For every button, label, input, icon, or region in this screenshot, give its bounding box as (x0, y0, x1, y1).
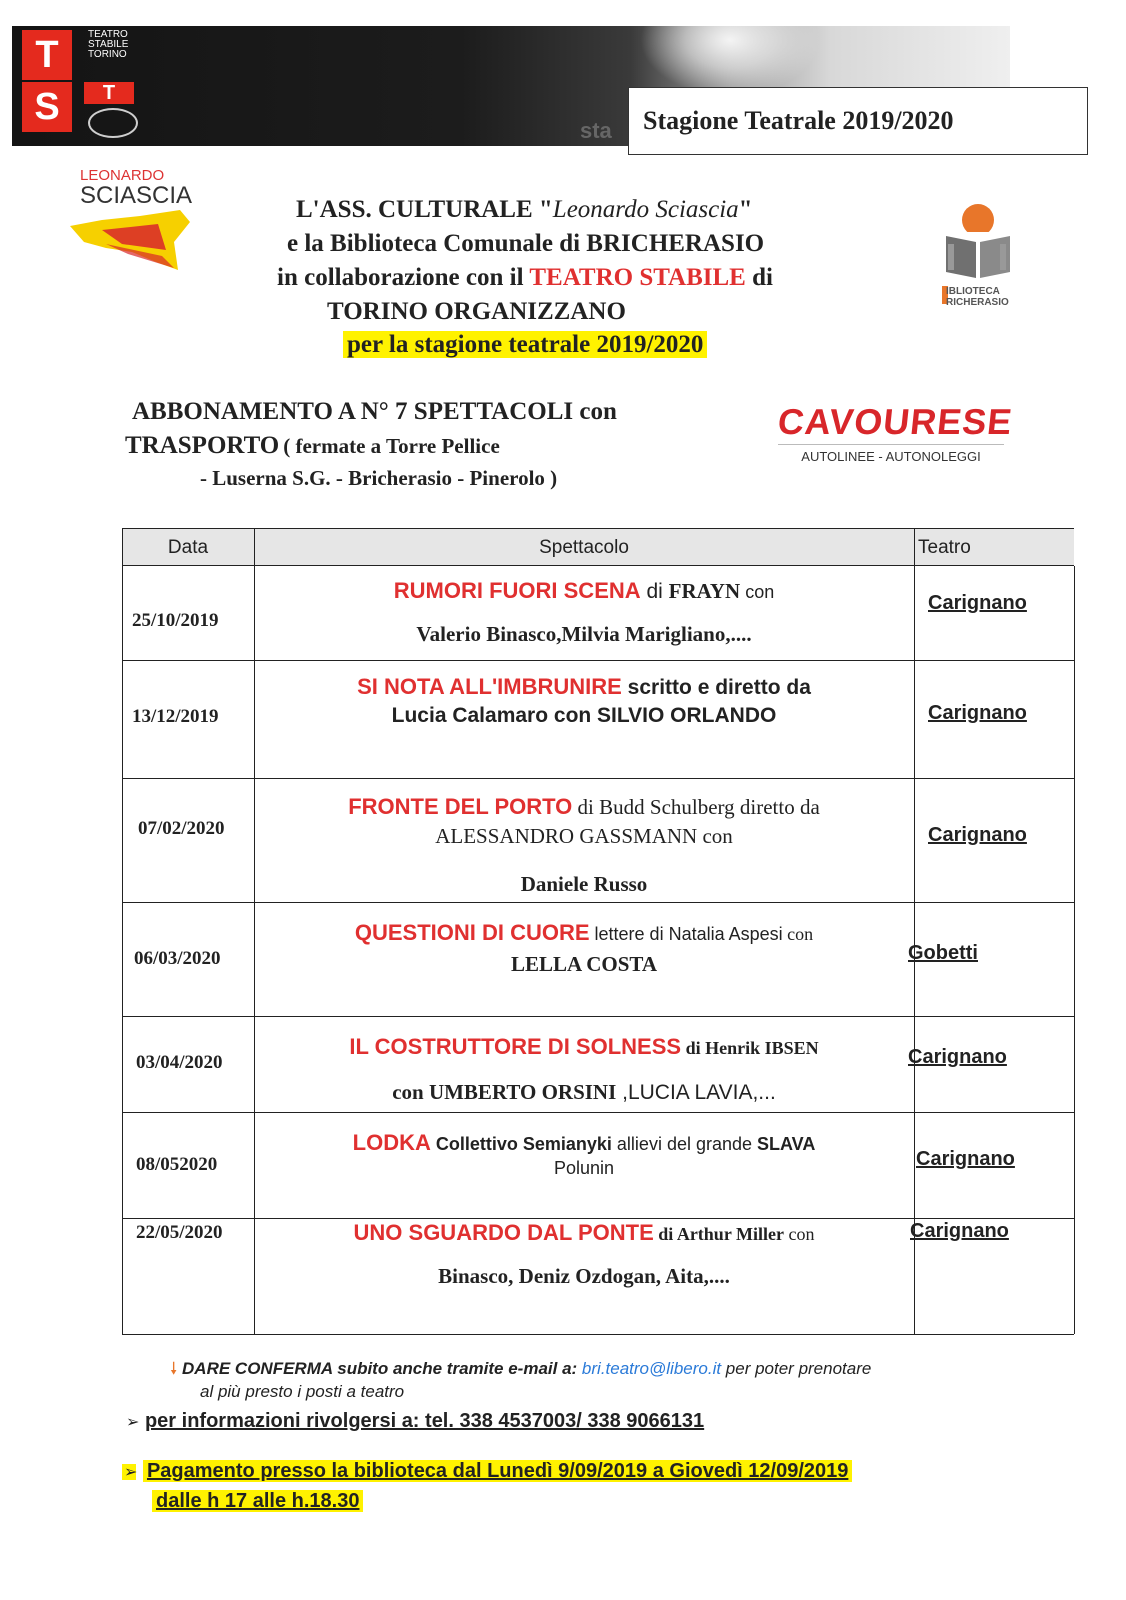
show-text: lettere di Natalia Aspesi (589, 924, 783, 944)
show-text: Collettivo Semianyki (430, 1134, 612, 1154)
tst-logo-letter-t1: T (22, 30, 72, 80)
arrow-right-icon: ➢ (124, 1462, 138, 1481)
show-line-2: Polunin (553, 1158, 615, 1178)
intro-teatro-stabile: TEATRO STABILE (529, 264, 746, 291)
confirm-line (170, 1356, 871, 1385)
sciascia-logo-line2: SCIASCIA (80, 182, 193, 209)
email-link[interactable]: bri.teatro@libero.it (581, 1359, 722, 1378)
payment-line-2 (152, 1490, 363, 1513)
tst-logo-letter-t2: T (84, 82, 134, 104)
intro-line-5 (343, 328, 707, 362)
show-line-1 (254, 1034, 914, 1060)
tst-logo-ring-icon (88, 108, 138, 138)
row-date: 13/12/2019 (132, 706, 219, 727)
show-line-1 (254, 1130, 914, 1156)
row-date: 03/04/2020 (136, 1052, 223, 1073)
row-date: 07/02/2020 (138, 818, 225, 839)
show-text: ,LUCIA LAVIA,... (616, 1081, 776, 1104)
col-header-date: Data (122, 528, 254, 566)
season-title: Stagione Teatrale 2019/2020 (643, 106, 954, 135)
col-header-theatre: Teatro (914, 528, 1074, 566)
row-theatre: Carignano (928, 592, 1027, 614)
row-show (254, 920, 914, 1010)
show-line-3: Daniele Russo (520, 872, 648, 896)
payment-line-1 (124, 1460, 852, 1483)
show-line-2: Lucia Calamaro con SILVIO ORLANDO (391, 704, 777, 727)
show-text: con (782, 924, 814, 944)
show-line-2: Valerio Binasco,Milvia Marigliano,.... (416, 622, 752, 646)
show-line-2: ALESSANDRO GASSMANN con (435, 824, 733, 848)
biblioteca-logo-line2: RICHERASIO (946, 297, 1009, 308)
show-text: di Henrik IBSEN (681, 1038, 819, 1058)
show-line-2 (254, 1080, 914, 1105)
intro-sciascia-name: Leonardo Sciascia (552, 196, 739, 223)
biblioteca-logo-line1: IBLIOTECA (946, 286, 1000, 297)
abbonamento-trasporto: TRASPORTO (125, 432, 280, 459)
show-line-1 (254, 674, 914, 700)
show-title: QUESTIONI DI CUORE (354, 920, 590, 945)
banner-light (640, 26, 820, 96)
cavourese-name: CAVOURESE (775, 401, 1015, 442)
show-text: di Budd Schulberg diretto da (572, 795, 820, 819)
row-divider (122, 1218, 1074, 1219)
row-divider (122, 1016, 1074, 1017)
confirm-bold: DARE CONFERMA (182, 1359, 333, 1378)
tst-logo-text: TEATRO STABILE TORINO (88, 29, 129, 60)
show-title: FRONTE DEL PORTO (348, 794, 573, 819)
season-title-box (628, 87, 1088, 155)
abbonamento-line-2 (125, 432, 500, 460)
table-border-bottom (122, 1334, 1074, 1335)
show-title: LODKA (352, 1130, 431, 1155)
cavourese-logo (775, 401, 1015, 464)
payment-text-2: dalle h 17 alle h.18.30 (152, 1490, 363, 1512)
abbonamento-line-3: - Luserna S.G. - Bricherasio - Pinerolo ) (200, 466, 558, 490)
intro-line-2: e la Biblioteca Comunale di BRICHERASIO (287, 230, 765, 257)
show-text: di Arthur Miller (653, 1224, 784, 1244)
confirm-text: subito anche tramite e-mail a: (332, 1359, 582, 1378)
row-show (254, 794, 914, 898)
down-arrow-icon: 🠗 (170, 1359, 178, 1379)
arrow-right-icon: ➢ (126, 1412, 140, 1431)
show-line-1 (254, 1220, 914, 1246)
row-theatre: Carignano (928, 702, 1027, 724)
abbonamento-fermate: ( fermate a Torre Pellice (283, 434, 500, 458)
show-text: di (640, 580, 669, 603)
row-date: 06/03/2020 (134, 948, 221, 969)
cavourese-subtitle: AUTOLINEE - AUTONOLEGGI (801, 449, 981, 464)
row-show (254, 674, 914, 764)
banner-partial-text: sta (580, 118, 612, 143)
table-border-left (122, 528, 123, 1334)
row-theatre: Gobetti (908, 942, 978, 964)
intro-line-3c: di (752, 264, 773, 291)
sciascia-logo-line1: LEONARDO (80, 167, 165, 184)
row-show (254, 1220, 914, 1320)
show-text: con UMBERTO ORSINI (392, 1080, 617, 1104)
row-date: 22/05/2020 (136, 1222, 223, 1243)
show-line-1 (254, 578, 914, 604)
row-date: 25/10/2019 (132, 610, 219, 631)
show-line-2: Binasco, Deniz Ozdogan, Aita,.... (438, 1264, 730, 1288)
row-show (254, 1130, 914, 1210)
show-title: SI NOTA ALL'IMBRUNIRE (357, 674, 622, 699)
col-header-show: Spettacolo (254, 528, 914, 566)
row-theatre: Carignano (910, 1220, 1009, 1242)
row-divider (122, 660, 1074, 661)
intro-line-3a: in collaborazione con il (277, 264, 524, 291)
schedule-table (122, 528, 1074, 1334)
table-divider-theatre (914, 528, 915, 1334)
info-phone: per informazioni rivolgersi a: tel. 338 4537003/ 338 9066131 (144, 1410, 705, 1432)
intro-highlighted-season: per la stagione teatrale 2019/2020 (343, 331, 707, 358)
show-line-2: LELLA COSTA (510, 952, 658, 976)
row-theatre: Carignano (916, 1148, 1015, 1170)
row-divider (122, 902, 1074, 903)
row-theatre: Carignano (908, 1046, 1007, 1068)
show-line-1 (254, 920, 914, 946)
row-theatre: Carignano (928, 824, 1027, 846)
info-line (126, 1410, 704, 1433)
show-title: IL COSTRUTTORE DI SOLNESS (349, 1034, 682, 1059)
show-text: scritto e diretto da (621, 676, 811, 699)
intro-line-4: TORINO ORGANIZZANO (327, 298, 626, 325)
table-border-right (1074, 566, 1075, 1334)
row-show (254, 578, 914, 658)
show-text: SLAVA (757, 1134, 816, 1154)
row-date: 08/052020 (136, 1154, 218, 1175)
row-divider (122, 778, 1074, 779)
intro-line-3 (277, 261, 773, 295)
show-text: con (740, 582, 775, 602)
intro-line-1c: " (738, 196, 753, 223)
show-title: RUMORI FUORI SCENA (393, 578, 641, 603)
show-line-1 (254, 794, 914, 820)
confirm-text-2: per poter prenotare (721, 1359, 872, 1378)
show-title: UNO SGUARDO DAL PONTE (353, 1220, 654, 1245)
intro-line-1 (296, 193, 753, 227)
intro-line-1a: L'ASS. CULTURALE " (296, 196, 553, 223)
abbonamento-line-1: ABBONAMENTO A N° 7 SPETTACOLI con (132, 398, 617, 425)
payment-text-1: Pagamento presso la biblioteca dal Lunedì 9/09/2019 a Giovedì 12/09/2019 (143, 1460, 852, 1482)
tst-logo-letter-s: S (22, 82, 72, 132)
show-text: FRAYN (668, 579, 741, 603)
row-show (254, 1034, 914, 1114)
show-text: allievi del grande (611, 1134, 758, 1154)
confirm-line-2: al più presto i posti a teatro (200, 1382, 405, 1401)
show-text: con (783, 1224, 815, 1244)
